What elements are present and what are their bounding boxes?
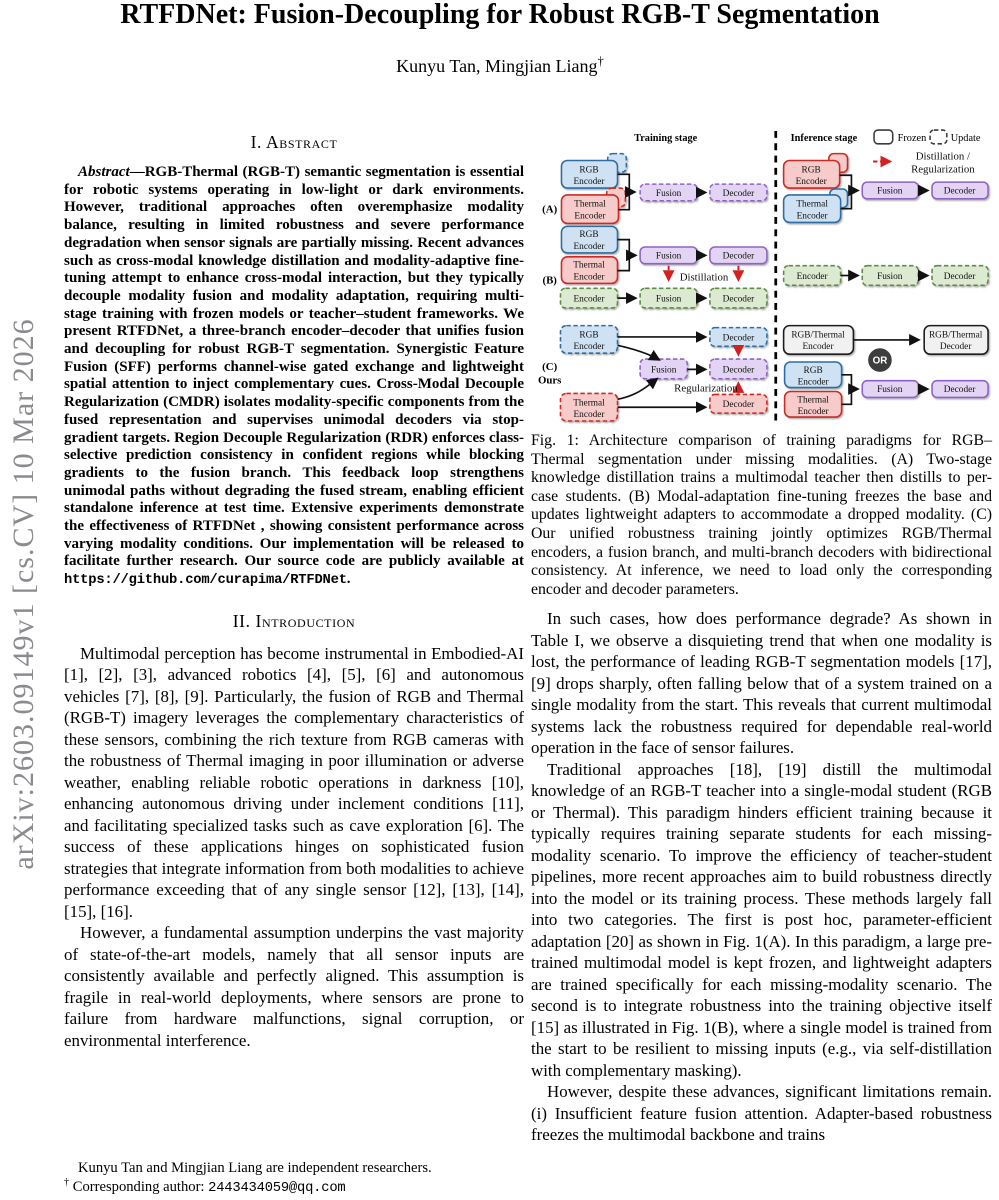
c-rgb-l1: RGB (579, 330, 599, 341)
c-fused-decoder-l: Decoder (722, 365, 755, 376)
b-fusion-l: Fusion (655, 251, 682, 262)
a-train-decoder-l: Decoder (722, 188, 755, 199)
footnote-dagger-mark: † (64, 1176, 70, 1188)
c-rgb-l2: Encoder (573, 342, 605, 353)
b-student-encoder-l: Encoder (573, 294, 605, 305)
c-th-l2: Encoder (573, 410, 605, 421)
c-infer-th-l1: Thermal (797, 395, 829, 406)
regularization-label: Regularization (674, 382, 738, 395)
intro-paragraph-1: Multimodal perception has become instrumental in Embodied-AI [1], [2], [3], advanced robotics [4], [5], [6] and autonomous vehicles [7], [8], [9]. Particularly, the fusion of RGB and Thermal (RGB-T) imagery leverages the complementary characteristics of these sensors, combining the rich texture from RGB cameras with the robustness of Thermal imaging in poor illumination or adverse weather, enabling reliable robotic operations in darkness [10], enhancing autonomous driving under inclement conditions [11], and facilitating specialized tasks such as cave exploration [6]. The success of these applications hinges on sophisticated fusion strategies that integrate information from both modalities to achieve performance exceeding that of any single sensor [12], [13], [14], [15], [16]. (64, 643, 524, 921)
c-th-decoder-l: Decoder (722, 400, 755, 411)
right-paragraph-1: In such cases, how does performance degrade? As shown in Table I, we observe a disquieting trend that when one modality is lost, the performance of leading RGB-T segmentation models [17], [9] drops sharply, often falling below that of a system trained on a single modality from the start. This reveals that current multimodal systems lack the robustness required for dependable real-world operation in the face of sensor failures. (531, 609, 992, 758)
a-infer-th-l2: Encoder (796, 211, 828, 222)
c-infer-th-l2: Encoder (797, 407, 829, 418)
a-train-rgb-l2: Encoder (573, 177, 605, 188)
abstract-body: RGB-Thermal (RGB-T) semantic segmentation is essential for robotic systems operating in low-light or dark environments. However, traditional approaches often overemphasize modality balance, resulting in limited robustness and severe performance degradation when sensor signals are partially missing. Recent advances such as cross-modal knowledge distillation and modality-adaptive fine-tuning attempt to enhance cross-modal interaction, but they typically decouple modality fusion and modality adaptation, requiring multi-stage training with frozen models or teacher–student frameworks. We present RTFDNet, a three-branch encoder–decoder that unifies fusion and decoupling for robust RGB-T segmentation. Synergistic Feature Fusion (SFF) performs channel-wise gated exchange and lightweight spatial attention to inject complementary cues. Cross-Modal Decouple Regularization (CMDR) isolates modality-specific components from the fused representation and supervises unimodal decoders via stop-gradient targets. Region Decouple Regularization (RDR) enforces class-selective prediction consistency in confident regions while blocking gradients to the fusion branch. This feedback loop strengthens unimodal paths without degrading the fused stream, enabling efficient standalone inference at test time. Extensive experiments demonstrate the effectiveness of RTFDNet , showing consistent performance across varying modality conditions. Our implementation will be released to facilitate further research. Our source code are publicly available at (64, 164, 524, 570)
inference-stage-label: Inference stage (790, 132, 858, 144)
arxiv-watermark: arXiv:2603.09149v1 [cs.CV] 10 Mar 2026 (7, 318, 40, 870)
row-ours-label: Ours (537, 374, 562, 387)
a-infer-fusion-l: Fusion (877, 186, 903, 197)
abstract-lead: Abstract (78, 164, 130, 180)
c-fusion-l: Fusion (650, 365, 677, 376)
a-train-th-l1: Thermal (574, 199, 606, 210)
c-thermal-fusion-curve (617, 380, 655, 400)
b-student-decoder-l: Decoder (722, 294, 755, 305)
b-rgb-l2: Encoder (573, 241, 605, 252)
legend-distill-label-1: Distillation / (915, 150, 971, 163)
c-infer-rgb-connector (842, 375, 857, 389)
author-names: Kunyu Tan, Mingjian Liang (396, 56, 598, 76)
row-b-label: (B) (542, 274, 557, 287)
abstract-paragraph (64, 164, 524, 590)
abstract-period: . (346, 571, 351, 588)
training-stage-label: Training stage (634, 132, 698, 144)
paper-authors (60, 56, 940, 77)
b-train-thermal-connector (617, 255, 629, 270)
row-a-label: (A) (542, 203, 558, 216)
c-infer-decoder-l: Decoder (943, 384, 976, 395)
legend-update-label: Update (950, 132, 981, 144)
c-infer-fusion-l: Fusion (877, 384, 903, 395)
c-rgb-fusion-curve (617, 345, 657, 359)
legend-update-swatch (930, 130, 947, 144)
author-footnote (64, 1159, 524, 1198)
or-label: OR (872, 355, 888, 367)
a-infer-rgb-l2: Encoder (795, 177, 827, 188)
c-infer-rgbt-dec-l1: RGB/Thermal (928, 330, 983, 341)
corresponding-email[interactable]: 2443434059@qq.com (208, 1180, 346, 1196)
right-paragraph-3: However, despite these advances, significant limitations remain. (i) Insufficient feature fusion attention. Adapter-based robustness freezes the multimodal backbone and trains (531, 1082, 992, 1145)
figure-1-diagram (531, 128, 992, 425)
b-train-rgb-connector (617, 240, 634, 256)
abstract-heading: I. Abstract (250, 132, 338, 152)
b-student-fusion-l: Fusion (655, 294, 682, 305)
c-infer-thermal-connector (842, 389, 852, 404)
c-infer-rgb-l1: RGB (803, 365, 823, 376)
introduction-heading: II. Introduction (232, 610, 356, 631)
figure-1-caption: Fig. 1: Architecture comparison of training paradigms for RGB–Thermal segmentation under missing modalities. (A) Two-stage knowledge distillation trains a multimodal teacher then distills to per-case students. (B) Modal-adaptation fine-tuning freezes the base and updates lightweight adapters to accommodate a dropped modality. (C) Our unified robustness training jointly optimizes RGB/Thermal encoders, a fusion branch, and multi-branch decoders with bidirectional consistency. At inference, we need to load only the corresponding encoder and decoder parameters. (531, 432, 992, 598)
paper-title: RTFDNet: Fusion-Decoupling for Robust RGB-T Segmentation (120, 0, 880, 30)
distillation-label: Distillation (679, 271, 729, 284)
legend-distill-label-2: Regularization (911, 163, 975, 176)
a-infer-rgb-connector (840, 175, 857, 190)
a-infer-rgb-l1: RGB (801, 165, 821, 176)
right-paragraph-2: Traditional approaches [18], [19] distill the multimodal knowledge of an RGB-T teacher into a single-modal student (RGB or Thermal). This paradigm hinders efficient training because it typically requires training separate students for each missing-modality scenario. To improve the efficiency of teacher-student pipelines, more recent approaches aim to build robustness directly into the model or its training process. These methods largely fall into two categories. The first is post hoc, parameter-efficient adaptation [20] as shown in Fig. 1(A). In this paradigm, a large pre-trained multimodal model is kept frozen, and lightweight adapters are trained specifically for each missing-modality scenario. The second is to integrate robustness into the training objective itself [15] as illustrated in Fig. 1(B), where a single model is trained from the start to be resilient to missing inputs (e.g., via self-distillation with complementary masking). (531, 759, 992, 1080)
legend-frozen-swatch (874, 130, 893, 144)
b-decoder-l: Decoder (722, 251, 755, 262)
b-infer-decoder-l: Decoder (943, 271, 976, 282)
c-infer-rgbt-dec-l2: Decoder (939, 342, 972, 353)
c-infer-rgbt-enc-l1: RGB/Thermal (791, 330, 845, 341)
abstract-dash: — (129, 164, 145, 180)
a-infer-th-l1: Thermal (796, 199, 828, 210)
c-rgb-decoder-l: Decoder (722, 333, 755, 344)
row-c-label: (C) (542, 360, 558, 373)
b-th-l1: Thermal (573, 260, 605, 271)
c-infer-rgb-l2: Encoder (797, 377, 829, 388)
legend-frozen-label: Frozen (897, 132, 927, 144)
footnote-corresponding: Corresponding author: (69, 1178, 209, 1195)
intro-paragraph-2: However, a fundamental assumption underpins the vast majority of state-of-the-art models, namely that all sensor inputs are consistently available and perfectly aligned. This assumption is fragile in real-world deployments, where sensors are prone to failure from hardware malfunctions, signal corruption, or environmental interference. (64, 923, 524, 1050)
right-column (531, 128, 992, 1146)
footnote-line-1: Kunyu Tan and Mingjian Liang are independent researchers. (78, 1160, 432, 1176)
c-th-l1: Thermal (573, 398, 605, 409)
c-infer-rgbt-enc-l2: Encoder (802, 342, 834, 353)
a-train-th-l2: Encoder (574, 211, 606, 222)
b-rgb-l1: RGB (579, 230, 599, 241)
author-dagger-mark: † (597, 54, 604, 68)
a-infer-decoder-l: Decoder (943, 186, 976, 197)
source-code-url[interactable]: https://github.com/curapima/RTFDNet (64, 573, 347, 589)
b-infer-fusion-l: Fusion (877, 271, 903, 282)
figure-boxes (560, 154, 988, 421)
a-train-rgb-l1: RGB (579, 165, 599, 176)
footnote-line-2 (64, 1178, 524, 1199)
b-infer-encoder-l: Encoder (796, 271, 828, 282)
left-column (64, 132, 524, 1051)
a-train-fusion-l: Fusion (655, 188, 682, 199)
b-th-l2: Encoder (573, 272, 605, 283)
